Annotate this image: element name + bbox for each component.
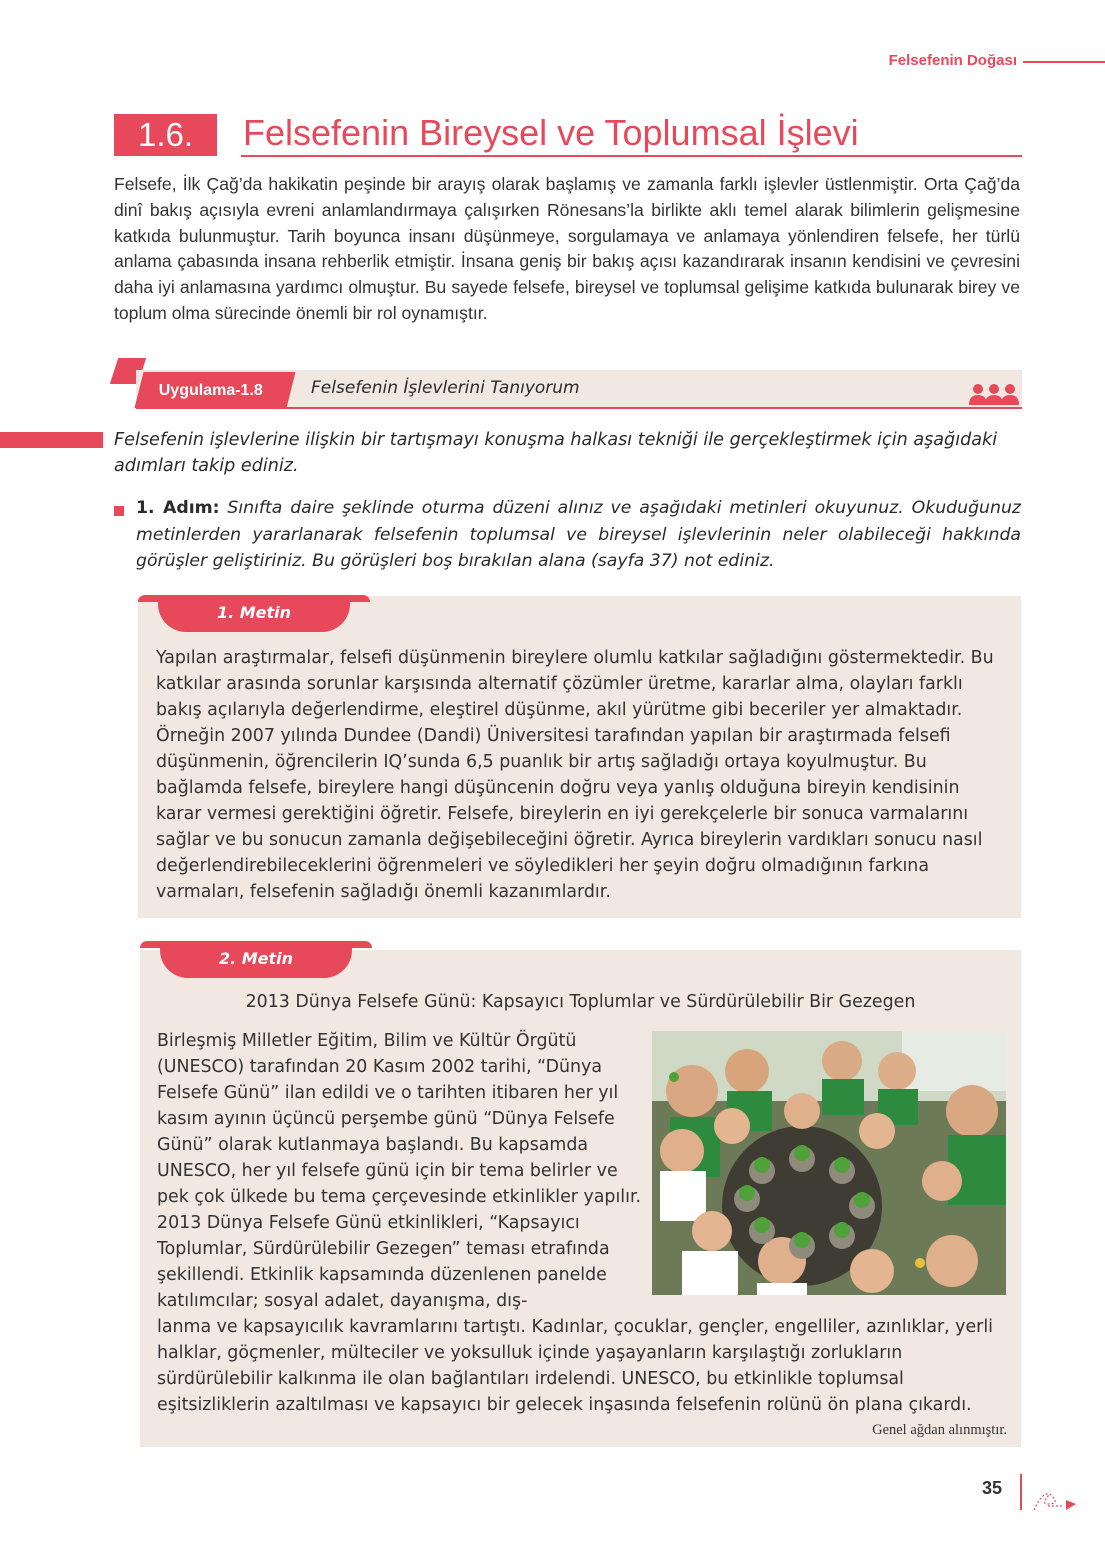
step-1 [136, 495, 1021, 575]
metin-2-tab: 2. Metin [160, 942, 352, 978]
application-badge-label: Uygulama-1.8 [158, 382, 263, 399]
section-title-underline [241, 155, 1022, 157]
step-bullet [114, 506, 124, 516]
header-divider [1023, 61, 1105, 63]
application-underline [136, 407, 1022, 409]
page-number-divider [1020, 1474, 1022, 1510]
intro-paragraph: Felsefe, İlk Çağ’da hakikatin peşinde bir arayış olarak başlamış ve zamanla farklı işlevler üstlenmiştir. Orta Çağ’da dinî bakış açısıyla evreni anlamlandırmaya çalışırken Rönesans’la birlikte aklı temel alarak bilimlerin gelişmesine katkıda bulunmuştur. Tarih boyunca insanı düşünmeye, sorgulamaya ve anlamaya yönlendiren felsefe, her türlü anlama çabasında insana rehberlik etmiştir. İnsana geniş bir bakış açısı kazandırarak insanın kendisini ve çevresini daha iyi anlamasına yardımcı olmuştur. Bu sayede felsefe, bireysel ve toplumsal gelişime katkıda bulunarak birey ve toplum olma sürecinde önemli bir rol oynamıştır. [114, 174, 1020, 323]
instruction-text: Felsefenin işlevlerine ilişkin bir tartışmayı konuşma halkası tekniği ile gerçekleştirmek için aşağıdaki adımları takip ediniz. [114, 430, 998, 476]
group-icon [968, 383, 1020, 407]
step-text: Sınıfta daire şeklinde oturma düzeni alınız ve aşağıdaki metinleri okuyunuz. Okuduğunuz metinlerden yararlanarak felsefenin toplumsal ve bireysel işlevlerinin neler olabileceği hakkında görüşler geliştiriniz. Bu görüşleri boş bırakılan alana (sayfa 37) not ediniz. [136, 498, 1021, 571]
source-note: Genel ağdan alınmıştır. [872, 1422, 1007, 1438]
metin-2-text-full: lanma ve kapsayıcılık kavramlarını tartıştı. Kadınlar, çocuklar, gençler, engelliler, azınlıklar, yerli halklar, göçmenler, mülteciler ve yoksulluk içinde yaşayanların karşılaştığı zorlukların sürdürülebilir kalkınma ile olan bağlantıları irdelendi. UNESCO, bu etkinlikle toplumsal eşitsizliklerin azaltılması ve kapsayıcı bir gelecek inşasında felsefenin rolünü ön plana çıkardı. [157, 1317, 993, 1415]
children-planting-photo [652, 1031, 1006, 1295]
side-accent-bar [0, 432, 103, 448]
metin-1-tab: 1. Metin [158, 596, 350, 632]
application-badge [135, 372, 296, 408]
metin-2-text-column: Birleşmiş Milletler Eğitim, Bilim ve Kültür Örgütü (UNESCO) tarafından 20 Kasım 2002 tarihi, “Dünya Felsefe Günü” ilan edildi ve o tarihten itibaren her yıl kasım ayının üçüncü perşembe günü “Dünya Felsefe Günü” olarak kutlanmaya başlandı. Bu kapsamda UNESCO, her yıl felsefe günü için bir tema belirler ve pek çok ülkede bu tema çerçevesinde etkinlikler yapılır. 2013 Dünya Felsefe Günü etkinlikleri, “Kapsayıcı Toplumlar, Sürdürülebilir Gezegen” teması etrafında şekillendi. Etkinlik kapsamında düzenlenen panelde katılımcılar; sosyal adalet, dayanışma, dış- [157, 1031, 642, 1311]
page-number: 35 [982, 1478, 1003, 1498]
step-label: 1. Adım: [136, 498, 220, 518]
application-title: Felsefenin İşlevlerini Tanıyorum [311, 378, 580, 398]
metin-2-title: 2013 Dünya Felsefe Günü: Kapsayıcı Toplumlar ve Sürdürülebilir Bir Gezegen [245, 992, 916, 1012]
section-title: Felsefenin Bireysel ve Toplumsal İşlevi [243, 112, 859, 153]
metin-1-text: Yapılan araştırmalar, felsefi düşünmenin bireylere olumlu katkılar sağladığını göstermektedir. Bu katkılar arasında sorunlar karşısında alternatif çözümler üretme, kararlar alma, olayları farklı bakış açılarıyla değerlendirme, eleştirel düşünme, akıl yürütme gibi beceriler yer almaktadır. Örneğin 2007 yılında Dundee (Dandi) Üniversitesi tarafından yapılan bir araştırmada felsefi düşünmenin, öğrencilerin IQ’sunda 6,5 puanlık bir artış sağladığı ortaya koyulmuştur. Bu bağlamda felsefe, bireylere hangi düşüncenin doğru veya yanlış olduğuna bireyin kendisinin karar vermesi gerektiğini öğretir. Felsefe, bireylerin en iyi gerekçelerle bir sonuca varmalarını sağlar ve bu sonucun zamanla değişebileceğini öğretir. Ayrıca bireylerin vardıkları sonucu nasıl değerlendirebileceklerini öğrenmeleri ve söyledikleri her şeyin doğru olmadığının farkına varmaları, felsefenin sağladığı önemli kazanımlardır. [156, 648, 994, 902]
page-decoration-icon [1030, 1480, 1080, 1516]
section-number: 1.6. [114, 114, 217, 156]
chapter-label: Felsefenin Doğası [888, 52, 1017, 69]
